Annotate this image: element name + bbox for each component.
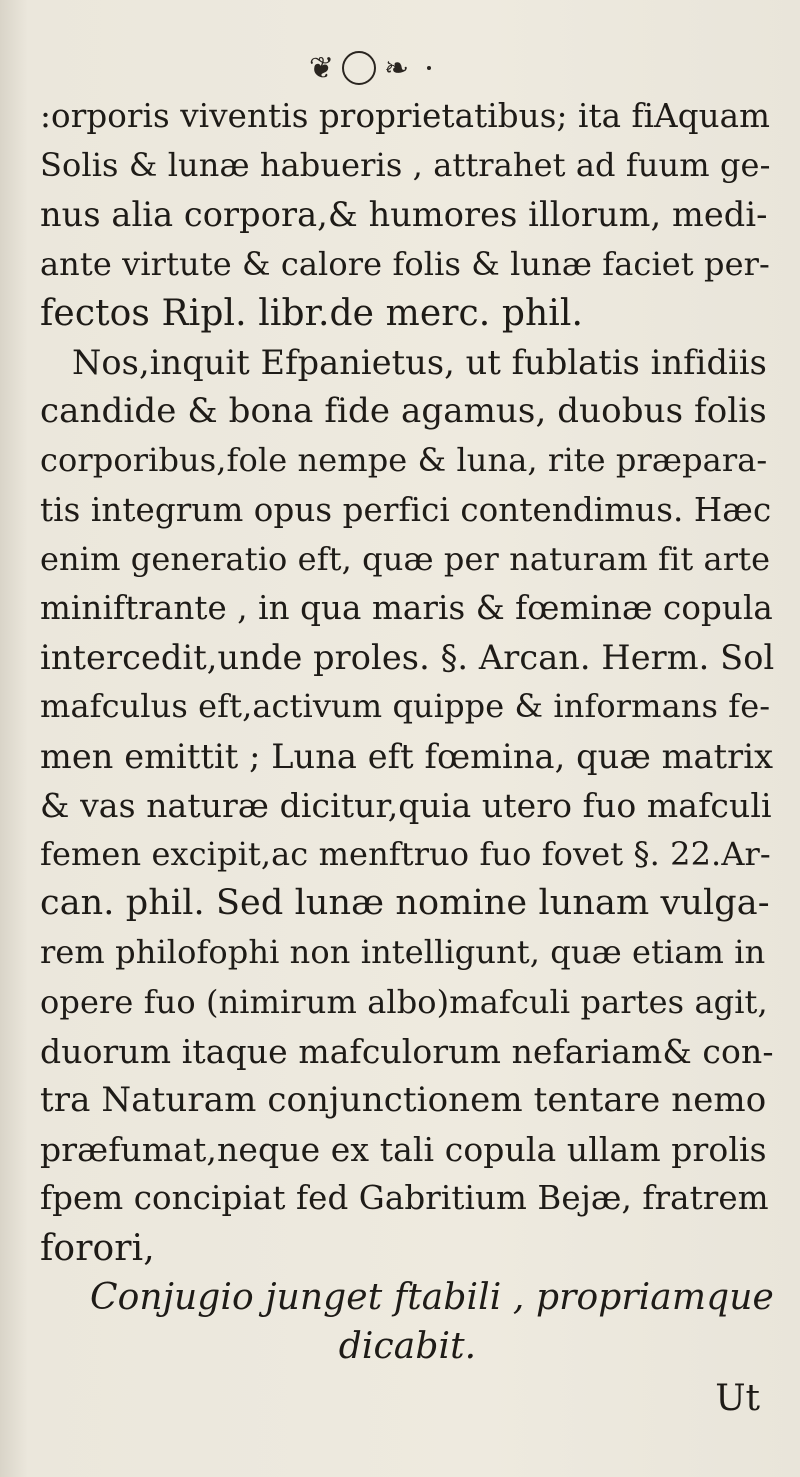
catchword: Ut (715, 1378, 760, 1419)
text-line: men emittit ; Luna eft fœmina, quæ matrix (40, 736, 774, 776)
text-line: candide & bona fide agamus, duobus folis (40, 391, 767, 432)
text-line: nus alia corpora,& humores illorum, medi- (40, 195, 768, 235)
text-line: miniftrante , in qua maris & fœminæ copula (40, 589, 773, 628)
header-ornament (255, 44, 485, 92)
text-line: can. phil. Sed lunæ nomine lunam vulga- (40, 883, 770, 924)
dot-ornament-icon (427, 66, 431, 70)
verse-line: dicabit. (338, 1326, 477, 1368)
text-line: opere fuo (nimirum albo)mafculi partes agit, (40, 982, 768, 1021)
text-line: Solis & lunæ habueris , attrahet ad fuum ge- (40, 146, 771, 185)
text-line: Nos,inquit Efpanietus, ut fublatis infidiis (72, 343, 767, 383)
flower-ornament-icon: ❧ (384, 50, 410, 86)
text-line: enim generatio eft, quæ per naturam fit arte (40, 539, 771, 578)
text-line: femen excipit,ac menftruo fuo fovet §. 22.Ar- (40, 835, 771, 874)
text-line: tis integrum opus perfici contendimus. Hæc (40, 490, 772, 529)
circle-ornament-icon (342, 51, 376, 85)
text-line: forori, (40, 1227, 155, 1269)
text-line: intercedit,unde proles. §. Arcan. Herm. Sol (40, 638, 775, 678)
text-line: ante virtute & calore folis & lunæ faciet per- (40, 244, 770, 283)
text-line: & vas naturæ dicitur,quia utero fuo mafculi (40, 785, 772, 825)
page-text (40, 92, 775, 1371)
text-line: duorum itaque mafculorum nefariam& con- (40, 1031, 774, 1071)
text-line: præfumat,neque ex tali copula ullam prolis (40, 1130, 767, 1170)
text-line: tra Naturam conjunctionem tentare nemo (40, 1080, 767, 1121)
text-line: rem philofophi non intelligunt, quæ etiam in (40, 933, 766, 972)
flower-ornament-icon: ❦ (308, 50, 334, 86)
text-line: fectos Ripl. libr.de merc. phil. (40, 292, 584, 334)
text-line: corporibus,fole nempe & luna, rite præpara- (40, 441, 768, 480)
verse-line: Conjugio junget ftabili , propriamque (90, 1276, 774, 1318)
text-line: fpem concipiat fed Gabritium Bejæ, fratrem (40, 1179, 769, 1218)
text-line: mafculus eft,activum quippe & informans fe- (40, 687, 771, 726)
text-line: :orporis viventis proprietatibus; ita fiAquam (40, 97, 771, 135)
